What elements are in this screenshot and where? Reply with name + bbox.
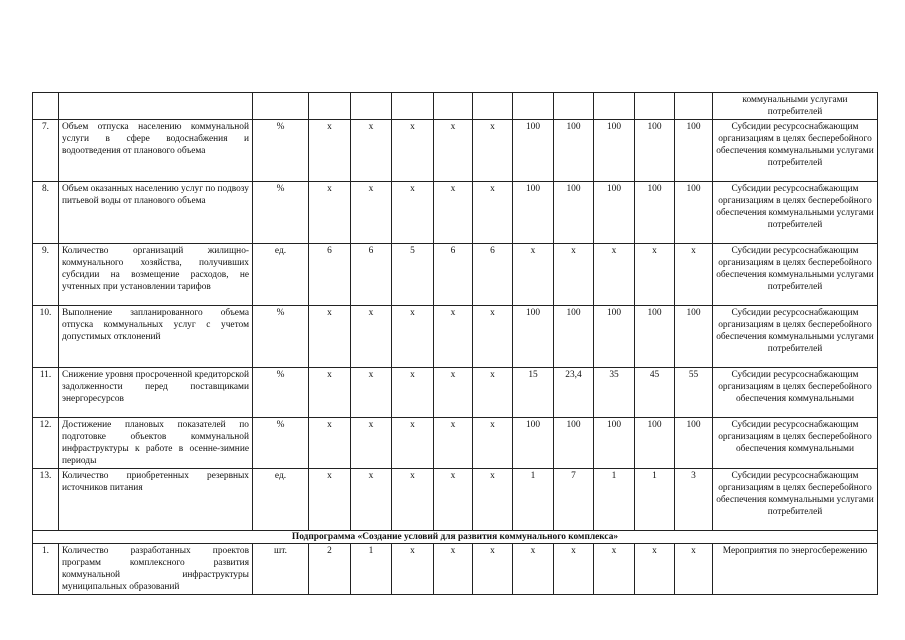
value-cell: 100: [675, 306, 713, 368]
value-cell: 3: [675, 469, 713, 531]
value-cell: х: [351, 368, 392, 418]
unit-cell: %: [253, 120, 309, 182]
value-cell: [594, 93, 635, 120]
value-cell: 100: [635, 418, 675, 469]
indicator-name: Выполнение запланированного объема отпуска коммунальных услуг с учетом допустимых отклонений: [59, 306, 253, 368]
value-cell: 100: [513, 182, 554, 244]
value-cell: 100: [635, 182, 675, 244]
value-cell: х: [309, 182, 351, 244]
row-number: 1.: [33, 544, 59, 595]
value-cell: 35: [594, 368, 635, 418]
value-cell: 7: [554, 469, 594, 531]
unit-cell: %: [253, 182, 309, 244]
value-cell: х: [473, 418, 513, 469]
funding-source: Субсидии ресурсоснабжающим организациям в целях бесперебойного обеспечения коммунальными: [713, 368, 878, 418]
funding-source: Субсидии ресурсоснабжающим организациям в целях бесперебойного обеспечения коммунальными услугами потребителей: [713, 306, 878, 368]
indicator-name: Снижение уровня просроченной кредиторской задолженности перед поставщиками энергоресурсов: [59, 368, 253, 418]
indicator-name: Количество организаций жилищно-коммунального хозяйства, получивших субсидии на возмещение расходов, не учтенных при установлении тарифов: [59, 244, 253, 306]
value-cell: 15: [513, 368, 554, 418]
row-number: 7.: [33, 120, 59, 182]
value-cell: х: [392, 469, 434, 531]
value-cell: 6: [351, 244, 392, 306]
value-cell: х: [675, 544, 713, 595]
row-number: 13.: [33, 469, 59, 531]
funding-source: Субсидии ресурсоснабжающим организациям в целях бесперебойного обеспечения коммунальными услугами потребителей: [713, 120, 878, 182]
indicator-name: Количество разработанных проектов программ комплексного развития коммунальной инфраструктуры муниципальных образований: [59, 544, 253, 595]
value-cell: х: [473, 368, 513, 418]
value-cell: х: [434, 182, 473, 244]
value-cell: 100: [675, 182, 713, 244]
value-cell: 100: [675, 120, 713, 182]
unit-cell: ед.: [253, 244, 309, 306]
value-cell: 23,4: [554, 368, 594, 418]
value-cell: 100: [554, 182, 594, 244]
unit-cell: [253, 93, 309, 120]
value-cell: х: [594, 544, 635, 595]
value-cell: 1: [351, 544, 392, 595]
value-cell: [351, 93, 392, 120]
value-cell: х: [513, 244, 554, 306]
unit-cell: ед.: [253, 469, 309, 531]
unit-cell: %: [253, 306, 309, 368]
value-cell: 100: [554, 306, 594, 368]
value-cell: х: [513, 544, 554, 595]
indicators-table: [32, 92, 878, 595]
value-cell: х: [392, 120, 434, 182]
table-row: [33, 418, 878, 469]
unit-cell: шт.: [253, 544, 309, 595]
value-cell: х: [473, 469, 513, 531]
value-cell: 55: [675, 368, 713, 418]
value-cell: 100: [554, 120, 594, 182]
subprogram-header-row: [33, 531, 878, 544]
table-row: [33, 544, 878, 595]
value-cell: х: [473, 306, 513, 368]
value-cell: х: [635, 544, 675, 595]
value-cell: х: [434, 306, 473, 368]
indicator-name: Объем оказанных населению услуг по подвозу питьевой воды от планового объема: [59, 182, 253, 244]
value-cell: 2: [309, 544, 351, 595]
value-cell: 100: [594, 182, 635, 244]
value-cell: х: [309, 469, 351, 531]
value-cell: 100: [554, 418, 594, 469]
value-cell: х: [635, 244, 675, 306]
value-cell: 100: [513, 120, 554, 182]
value-cell: 100: [635, 306, 675, 368]
value-cell: х: [434, 418, 473, 469]
value-cell: [635, 93, 675, 120]
value-cell: [554, 93, 594, 120]
value-cell: 6: [473, 244, 513, 306]
row-number: 11.: [33, 368, 59, 418]
row-number: 8.: [33, 182, 59, 244]
value-cell: х: [351, 182, 392, 244]
row-number: [33, 93, 59, 120]
table-row: [33, 469, 878, 531]
table-row: [33, 368, 878, 418]
value-cell: х: [434, 120, 473, 182]
value-cell: х: [675, 244, 713, 306]
table-row: [33, 93, 878, 120]
value-cell: х: [392, 418, 434, 469]
value-cell: [675, 93, 713, 120]
value-cell: х: [434, 469, 473, 531]
indicator-name: Объем отпуска населению коммунальной услуги в сфере водоснабжения и водоотведения от планового объема: [59, 120, 253, 182]
value-cell: х: [392, 306, 434, 368]
value-cell: [513, 93, 554, 120]
value-cell: х: [309, 368, 351, 418]
value-cell: х: [309, 418, 351, 469]
table-row: [33, 182, 878, 244]
funding-source: Субсидии ресурсоснабжающим организациям в целях бесперебойного обеспечения коммунальными услугами потребителей: [713, 469, 878, 531]
value-cell: 100: [594, 306, 635, 368]
value-cell: х: [392, 368, 434, 418]
value-cell: [473, 93, 513, 120]
funding-source: коммунальными услугами потребителей: [713, 93, 878, 120]
value-cell: 100: [513, 306, 554, 368]
table-body: [33, 93, 878, 595]
value-cell: [392, 93, 434, 120]
value-cell: х: [309, 306, 351, 368]
value-cell: 100: [513, 418, 554, 469]
row-number: 9.: [33, 244, 59, 306]
value-cell: х: [594, 244, 635, 306]
value-cell: х: [473, 544, 513, 595]
table-row: [33, 306, 878, 368]
unit-cell: %: [253, 418, 309, 469]
value-cell: х: [392, 182, 434, 244]
value-cell: х: [473, 182, 513, 244]
indicator-name: Достижение плановых показателей по подготовке объектов коммунальной инфраструктуры к работе в осенне-зимние периоды: [59, 418, 253, 469]
value-cell: 1: [513, 469, 554, 531]
value-cell: 1: [594, 469, 635, 531]
value-cell: [309, 93, 351, 120]
value-cell: х: [309, 120, 351, 182]
value-cell: х: [434, 368, 473, 418]
value-cell: 6: [309, 244, 351, 306]
value-cell: х: [392, 544, 434, 595]
row-number: 10.: [33, 306, 59, 368]
indicator-name: Количество приобретенных резервных источников питания: [59, 469, 253, 531]
value-cell: х: [351, 418, 392, 469]
value-cell: х: [351, 469, 392, 531]
value-cell: 100: [675, 418, 713, 469]
value-cell: 1: [635, 469, 675, 531]
value-cell: 100: [594, 418, 635, 469]
value-cell: 6: [434, 244, 473, 306]
value-cell: х: [434, 544, 473, 595]
funding-source: Субсидии ресурсоснабжающим организациям в целях бесперебойного обеспечения коммунальными: [713, 418, 878, 469]
funding-source: Субсидии ресурсоснабжающим организациям в целях бесперебойного обеспечения коммунальными услугами потребителей: [713, 182, 878, 244]
value-cell: 100: [594, 120, 635, 182]
value-cell: 100: [635, 120, 675, 182]
value-cell: х: [473, 120, 513, 182]
value-cell: х: [351, 120, 392, 182]
value-cell: х: [554, 244, 594, 306]
value-cell: 5: [392, 244, 434, 306]
table-row: [33, 244, 878, 306]
value-cell: [434, 93, 473, 120]
funding-source: Мероприятия по энергосбережению: [713, 544, 878, 595]
value-cell: 45: [635, 368, 675, 418]
unit-cell: %: [253, 368, 309, 418]
indicator-name: [59, 93, 253, 120]
funding-source: Субсидии ресурсоснабжающим организациям в целях бесперебойного обеспечения коммунальными услугами потребителей: [713, 244, 878, 306]
row-number: 12.: [33, 418, 59, 469]
value-cell: х: [554, 544, 594, 595]
table-row: [33, 120, 878, 182]
subprogram-title: Подпрограмма «Создание условий для развития коммунального комплекса»: [33, 531, 878, 544]
value-cell: х: [351, 306, 392, 368]
